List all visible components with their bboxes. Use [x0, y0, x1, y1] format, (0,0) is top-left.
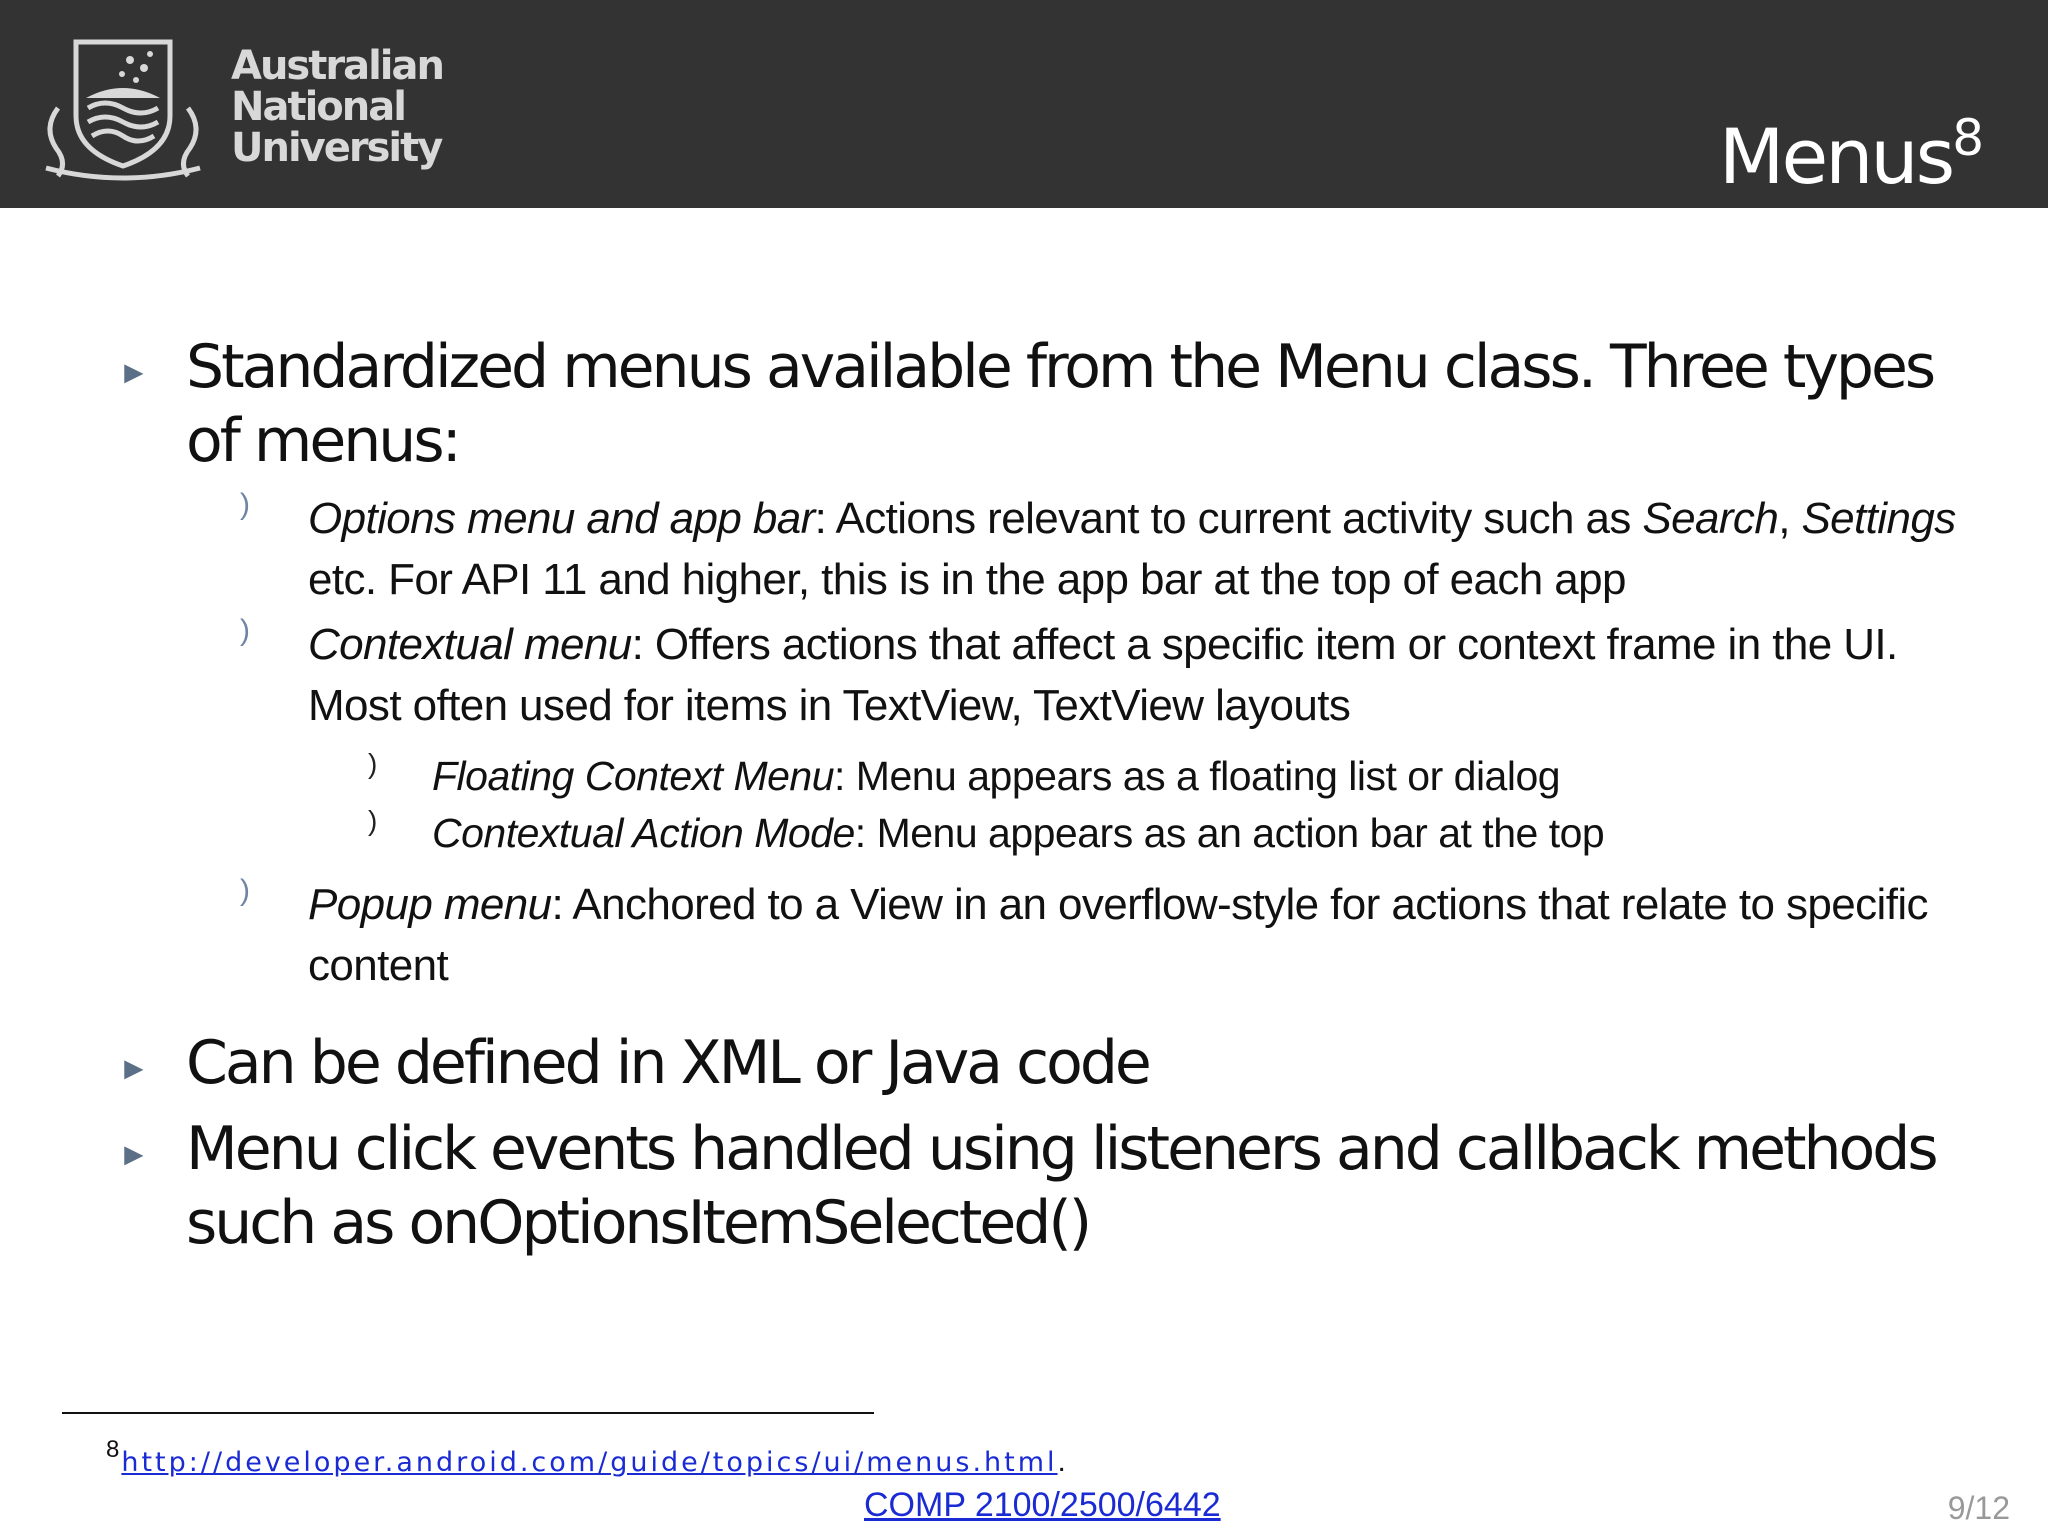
term-contextual-menu: Contextual menu: [308, 620, 632, 669]
term-popup-menu: Popup menu: [308, 880, 552, 929]
logo-line-1: Australian: [231, 43, 443, 89]
triangle-right-icon: ►: [118, 354, 150, 390]
paren-icon: ): [240, 874, 250, 907]
bullet-xml-java: [0, 1026, 1976, 1100]
slide-title-text: Menus: [1718, 112, 1953, 201]
bullet-text: Standardized menus available from the Menu class. Three types of menus:: [186, 332, 1934, 476]
logo-line-2: National: [231, 84, 405, 130]
sub-sub-bullet-floating: [0, 748, 1992, 805]
slide-title: [1719, 88, 1984, 207]
footnote-mark: 8: [106, 1436, 120, 1463]
paren-icon: ): [368, 748, 378, 779]
title-footnote-mark: 8: [1952, 109, 1984, 167]
page-number: 9/12: [1947, 1490, 2010, 1526]
term-contextual-action-mode: Contextual Action Mode: [432, 810, 855, 856]
slide-header: [0, 0, 2048, 208]
footnote-divider: [62, 1412, 874, 1414]
footnote: [108, 1436, 1066, 1479]
paren-icon: ): [368, 805, 378, 836]
term-options-menu: Options menu and app bar: [308, 494, 815, 543]
triangle-right-icon: ►: [118, 1136, 150, 1172]
sub-sub-text-part: : Menu appears as a floating list or dialog: [834, 753, 1561, 799]
course-code-link[interactable]: COMP 2100/2500/6442: [864, 1486, 1221, 1524]
slide-body: [0, 330, 2048, 1260]
term-floating-context-menu: Floating Context Menu: [432, 753, 835, 799]
sub-bullet-options-menu: [0, 488, 1968, 610]
sub-text-sep: ,: [1778, 494, 1802, 543]
sub-sub-bullet-text: [432, 805, 1992, 862]
sub-text-part: : Actions relevant to current activity such as: [814, 494, 1643, 543]
term-settings: Settings: [1801, 494, 1956, 543]
logo-wordmark: [231, 43, 443, 171]
sub-sub-bullet-action-mode: [0, 805, 1992, 862]
footnote-trail: .: [1057, 1445, 1066, 1478]
sub-sub-text-part: : Menu appears as an action bar at the top: [854, 810, 1605, 856]
footnote-link[interactable]: http://developer.android.com/guide/topics/ui/menus.html: [121, 1447, 1058, 1478]
anu-logo: [38, 38, 448, 188]
bullet-text: Menu click events handled using listeners and callback methods such as onOptionsItemSelected(): [186, 1114, 1936, 1258]
bullet-click-events: [0, 1112, 1976, 1260]
sub-text-rest: etc. For API 11 and higher, this is in the app bar at the top of each app: [308, 555, 1626, 604]
sub-text-part: : Offers actions that affect a specific item or context frame in the UI. Most often used for items in TextView, TextView layouts: [308, 620, 1898, 730]
triangle-right-icon: ►: [118, 1050, 150, 1086]
bullet-text: Can be defined in XML or Java code: [186, 1028, 1149, 1098]
sub-bullet-text: [308, 874, 1968, 996]
sub-bullet-text: [308, 488, 1968, 610]
term-search: Search: [1642, 494, 1779, 543]
sub-sub-bullet-text: [432, 748, 1992, 805]
sub-bullet-text: [308, 614, 1968, 736]
sub-text-part: : Anchored to a View in an overflow-style for actions that relate to specific content: [308, 880, 1928, 990]
paren-icon: ): [240, 488, 250, 521]
bullet-standardized-menus: [0, 330, 1976, 478]
crest-icon: [38, 38, 208, 183]
sub-bullet-popup-menu: [0, 874, 1968, 996]
sub-bullet-contextual-menu: [0, 614, 1968, 736]
paren-icon: ): [240, 614, 250, 647]
logo-line-3: University: [231, 125, 442, 171]
